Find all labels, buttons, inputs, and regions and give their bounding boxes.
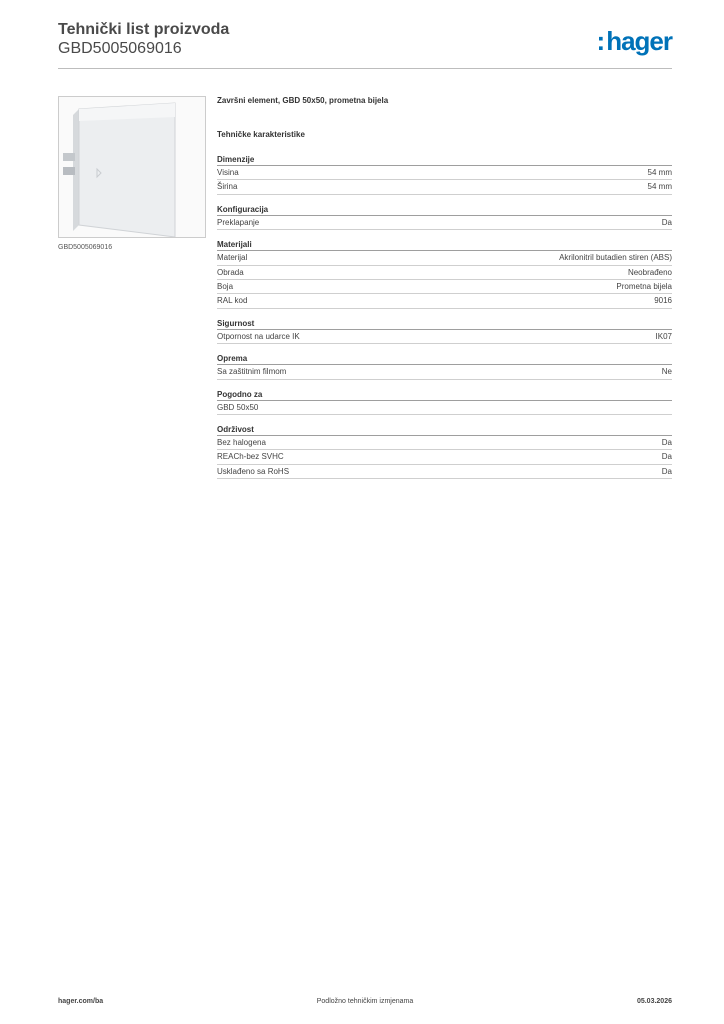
spec-value: Da [661, 217, 672, 227]
spec-row [217, 465, 672, 479]
spec-label: RAL kod [217, 296, 248, 306]
spec-value: 54 mm [647, 182, 672, 192]
section-heading: Konfiguracija [217, 204, 672, 216]
footer-notice: Podložno tehničkim izmjenama [316, 998, 414, 1005]
section-materials [217, 239, 672, 309]
spec-label: REACh-bez SVHC [217, 452, 284, 462]
spec-row [217, 436, 672, 450]
spec-label: Sa zaštitnim filmom [217, 367, 287, 377]
spec-value: 9016 [654, 296, 672, 306]
spec-row [217, 294, 672, 308]
spec-row [217, 330, 672, 344]
footer-website-link[interactable]: hager.com/ba [58, 998, 104, 1005]
section-dimensions [217, 154, 672, 195]
spec-value: Neobrađeno [627, 267, 672, 277]
spec-title: Tehničke karakteristike [217, 130, 305, 139]
spec-label: GBD 50x50 [217, 402, 259, 412]
product-description: Završni element, GBD 50x50, prometna bijela [217, 96, 389, 105]
spec-row [217, 180, 672, 194]
logo-text: hager [606, 26, 672, 56]
spec-value: Da [661, 437, 672, 447]
spec-row [217, 266, 672, 280]
spec-row [217, 450, 672, 464]
spec-label: Materijal [217, 253, 248, 263]
spec-label: Otpornost na udarce IK [217, 331, 300, 341]
spec-row [217, 166, 672, 180]
header-divider [58, 68, 672, 69]
spec-value: Da [661, 466, 672, 476]
spec-value: 54 mm [647, 168, 672, 177]
image-caption: GBD5005069016 [58, 244, 113, 251]
section-sustainability [217, 424, 672, 479]
spec-row [217, 216, 672, 230]
footer-date: 05.03.2026 [636, 998, 672, 1005]
spec-label: Usklađeno sa RoHS [217, 466, 290, 476]
spec-label: Obrada [217, 267, 244, 277]
hager-logo[interactable]: :hager [596, 26, 672, 56]
spec-value: Da [661, 452, 672, 462]
product-code: GBD5005069016 [58, 40, 182, 57]
section-heading: Dimenzije [217, 154, 672, 166]
spec-content [217, 96, 672, 488]
section-heading: Sigurnost [217, 318, 672, 330]
spec-row [217, 251, 672, 265]
spec-value: Akrilonitril butadien stiren (ABS) [559, 253, 672, 263]
document-title: Tehnički list proizvoda [58, 21, 230, 38]
spec-value: IK07 [655, 331, 672, 341]
spec-label: Visina [217, 168, 239, 177]
spec-row [217, 280, 672, 294]
spec-row [217, 365, 672, 379]
section-safety [217, 318, 672, 344]
section-heading: Pogodno za [217, 389, 672, 401]
spec-label: Bez halogena [217, 437, 266, 447]
section-heading: Održivost [217, 424, 672, 436]
section-heading: Oprema [217, 353, 672, 365]
section-equipment [217, 353, 672, 379]
page-footer [58, 998, 672, 1010]
spec-label: Boja [217, 281, 234, 291]
section-compatible-with [217, 389, 672, 415]
spec-value: Prometna bijela [616, 281, 672, 291]
section-heading: Materijali [217, 239, 672, 251]
spec-label: Širina [217, 182, 238, 192]
spec-label: Preklapanje [217, 217, 260, 227]
cable-duct-end-cap-image [58, 96, 206, 238]
spec-value: Ne [661, 367, 672, 377]
section-configuration [217, 204, 672, 230]
spec-row [217, 401, 672, 415]
page-header [58, 20, 672, 70]
